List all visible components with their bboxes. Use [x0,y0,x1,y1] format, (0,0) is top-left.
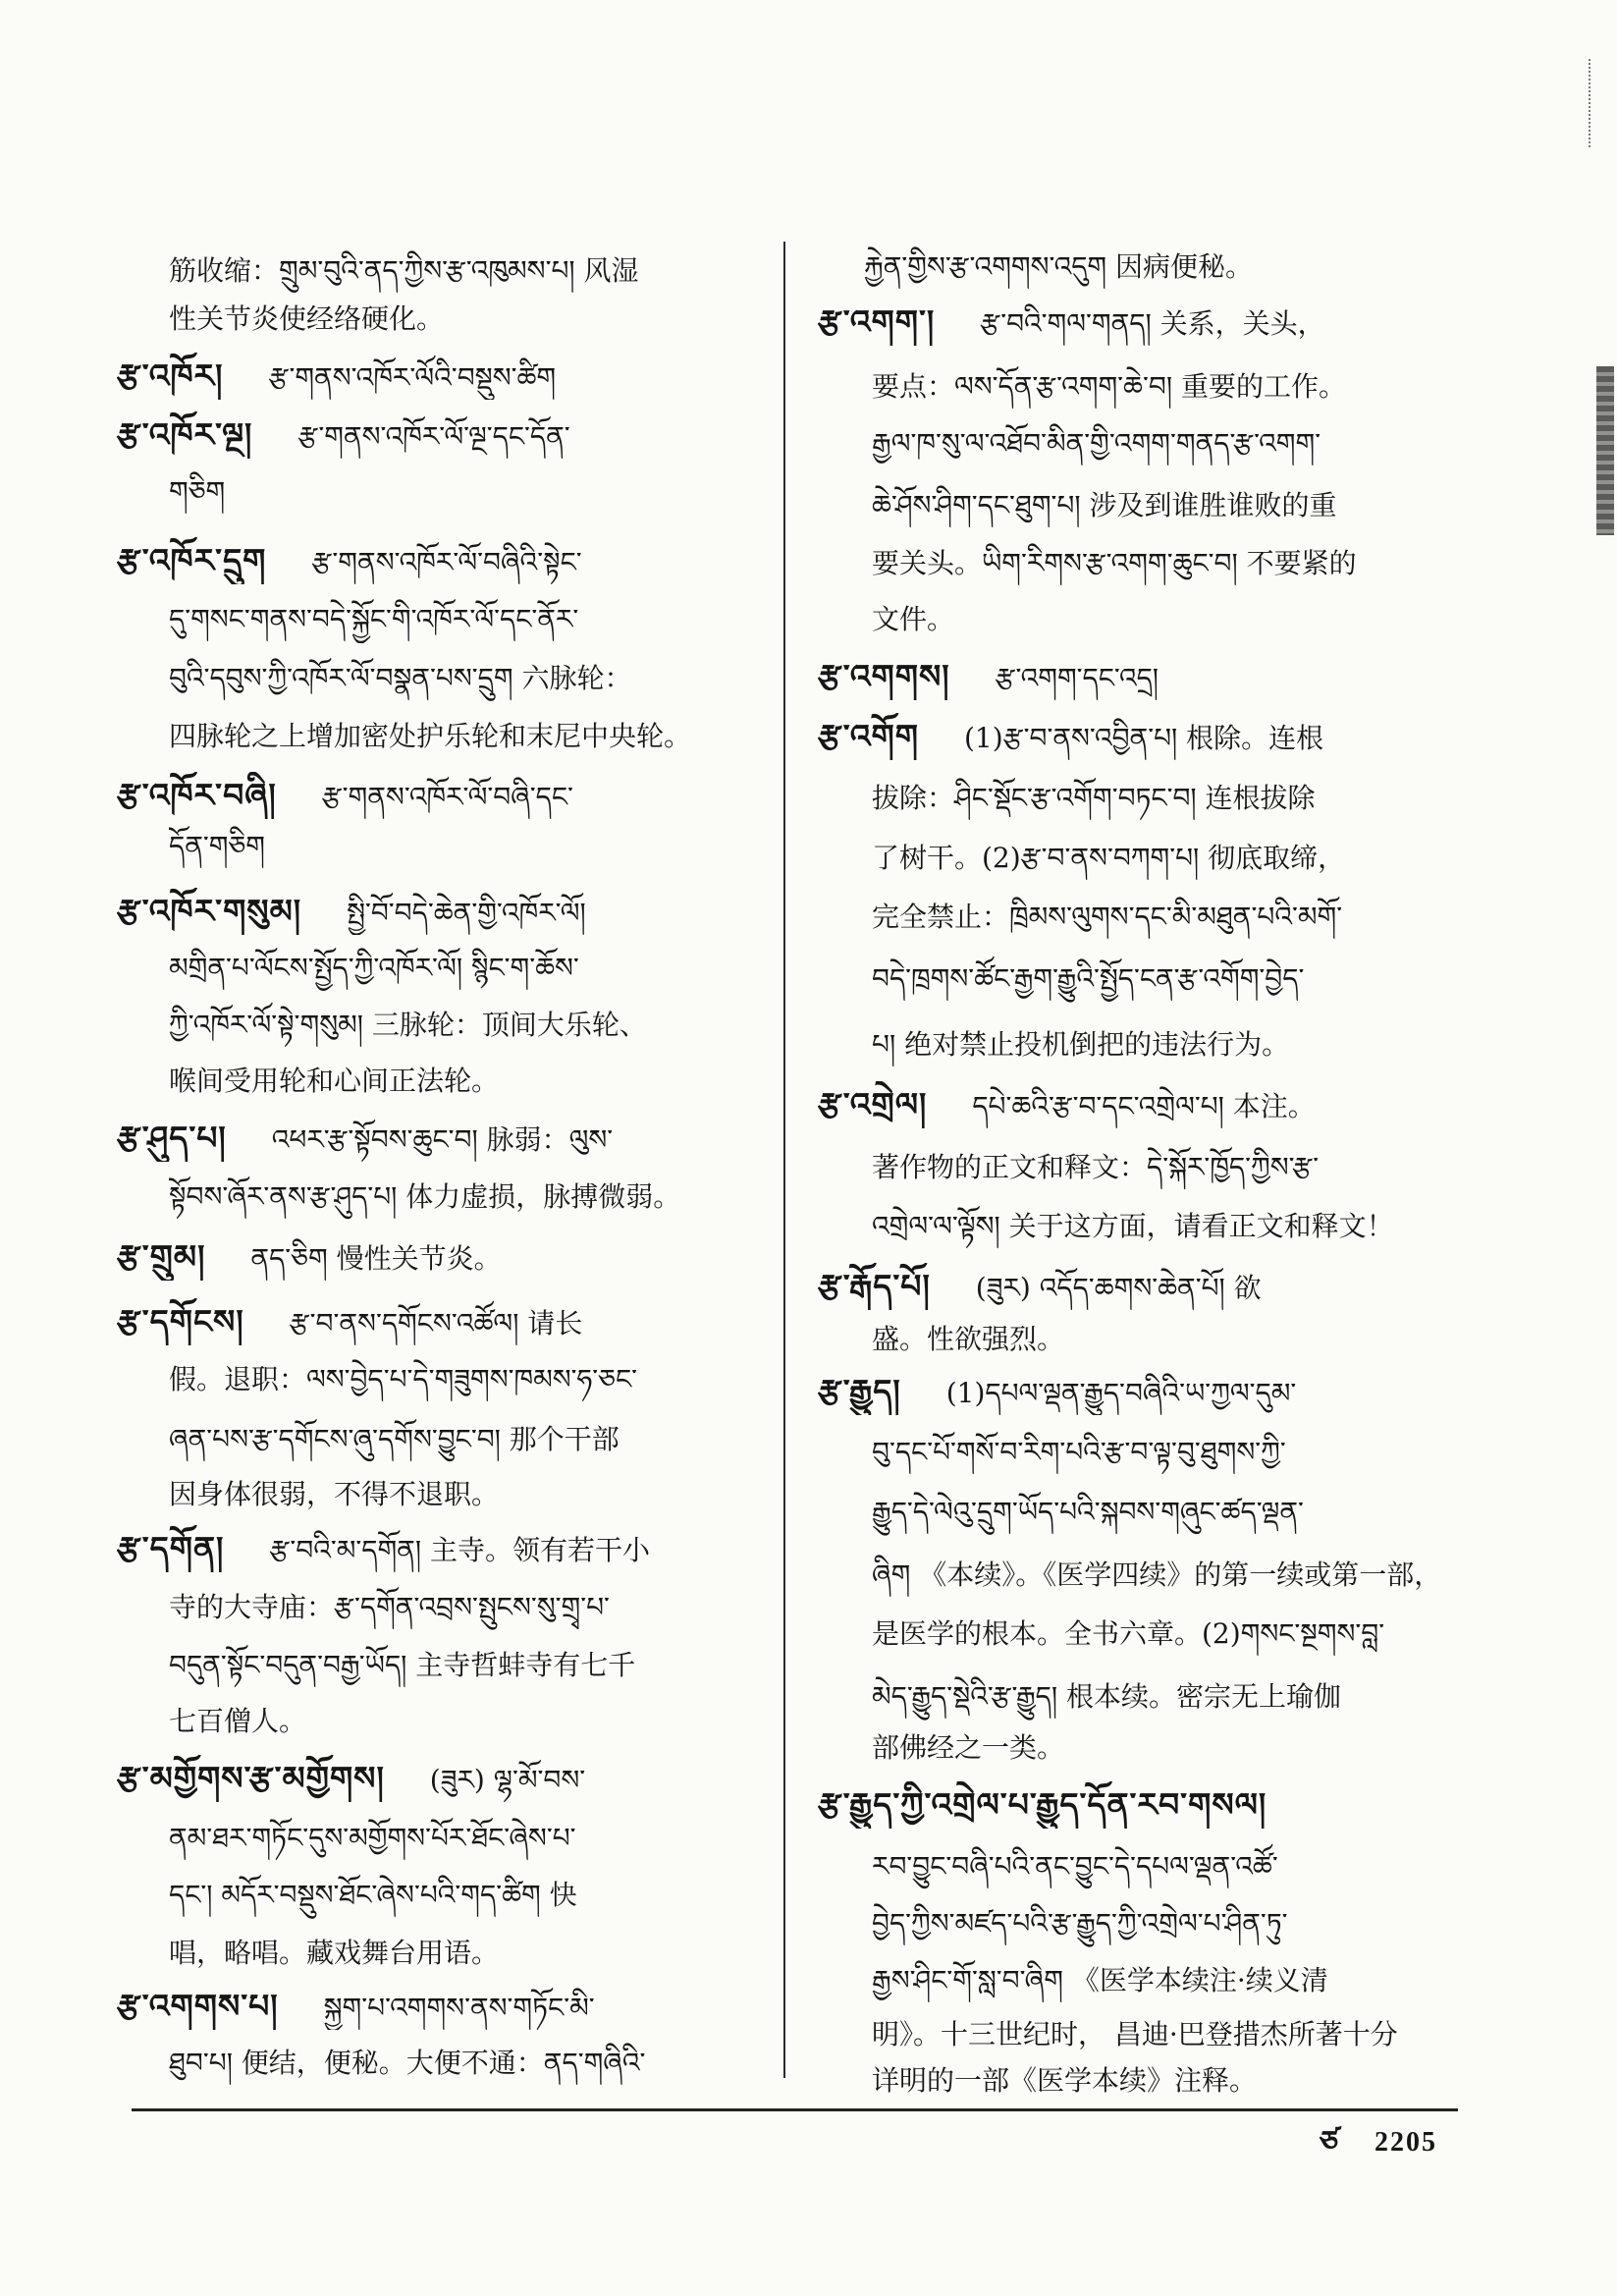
entry-line: 拔除：ཤིང་སྡོང་རྩ་འགོག་བཏང་བ། 连根拔除 [872,782,1316,814]
entry-line: བུའི་དབུས་ཀྱི་འཁོར་ལོ་བསྣན་པས་དྲུག 六脉轮： [169,662,632,694]
entry-line: 明》。十三世纪时， 昌迪·巴登措杰所著十分 [872,2018,1398,2050]
entry-headword-line [818,1368,1459,1415]
entry-line: བདེ་ཁྲགས་ཚོང་རྒྱག་རྒྱུའི་སྤྱོད་ངན་རྩ་འགོག་བྱེད་ [872,962,1305,995]
entry-line: 详明的一部《医学本续》注释。 [872,2064,1258,2097]
entry-line: རྒྱུད་དེ་ལེའུ་དྲུག་ཡོད་པའི་སྐབས་གཞུང་ཚད་ལྡན་ [872,1496,1304,1528]
entry-line: 性关节炎使经络硬化。 [169,302,445,335]
definition: རྩ་གནས་འཁོར་ལོ་བཞི་དང་ [321,781,573,813]
entry-line: 是医学的根本。全书六章。(2)གསང་སྔགས་བླ་ [872,1617,1385,1650]
definition: རྩ་གནས་འཁོར་ལོའི་བསྡུས་ཚིག [268,361,557,394]
entry-headword-line [117,1525,760,1572]
entry-line: 四脉轮之上增加密处护乐轮和末尼中央轮。 [169,720,692,752]
entry-line: ཐུབ་པ། 便结，便秘。大便不通：ནད་གཞིའི་ [169,2047,646,2079]
page-number: 2205 [1374,2127,1437,2158]
entry-headword-line [818,713,1459,760]
headword: རྩ་འཁོར་ལྔ། [117,415,253,454]
scan-edge-ticks [1589,59,1594,147]
entry-line: 寺的大寺庙：རྩ་དགོན་འབྲས་སྤུངས་སུ་གྲྭ་པ་ [169,1591,610,1623]
headword: རྩ་དགོངས། [117,1302,244,1340]
headword: རྩ་འགོག [818,717,919,755]
entry-line: རྒྱལ་ཁ་སུ་ལ་འཐོབ་མིན་གྱི་འགག་གནད་རྩ་འགག་ [872,427,1321,460]
headword: རྩ་འཁོར་དྲུག [117,541,267,579]
headword: རྩ་རྒྱུད་ཀྱི་འགྲེལ་པ་རྒྱུད་དོན་རབ་གསལ། [818,1785,1267,1824]
headword: རྩ་ཤུད་པ། [117,1119,227,1157]
entry-line: 要点：ལས་དོན་རྩ་འགག་ཆེ་བ། 重要的工作。 [872,370,1346,403]
definition: (1)རྩ་བ་ནས་འབྱིན་པ། 根除。连根 [963,722,1324,754]
headword: རྩ་མགྱོགས་རྩ་མགྱོགས། [117,1759,385,1797]
entry-line: དོན་གཅིག [169,830,266,862]
entry-line: 因身体很弱，不得不退职。 [169,1478,500,1510]
definition: ནད་ཅིག 慢性关节炎。 [250,1242,502,1275]
definition: རྩ་གནས་འཁོར་ལོ་བཞིའི་སྟེང་ [311,546,582,578]
entry-line: བུ་དང་པོ་གསོ་བ་རིག་པའི་རྩ་བ་ལྟ་བུ་ཐུགས་ཀྱི་ [872,1436,1286,1468]
headword: རྩ་འཁོར་བཞི། [117,776,277,814]
entry-line: རྒྱས་ཤིང་གོ་སླ་བ་ཞིག 《医学本续注·续义清 [872,1964,1328,1996]
entry-line: 喉间受用轮和心间正法轮。 [169,1065,500,1097]
entry-line: དང་། མདོར་བསྡུས་ཐོང་ཞེས་པའི་གད་ཚིག 快 [169,1879,577,1911]
entry-line: མེད་རྒྱུད་སྡེའི་རྩ་རྒྱུད། 根本续。密宗无上瑜伽 [872,1680,1342,1713]
definition: སྐྱག་པ་འགགས་ནས་གཏོང་མི་ [323,1992,595,2024]
entry-headword-line [117,1755,760,1802]
headword: རྩ་འགག་། [818,302,936,341]
column-divider [783,242,785,2078]
entry-line: 了树干。(2)རྩ་བ་ནས་བཀག་པ། 彻底取缔， [872,842,1346,874]
entry-headword-line [117,537,760,584]
entry-line: 要关头。ཡིག་རིགས་རྩ་འགག་ཆུང་བ། 不要紧的 [872,547,1357,579]
entry-line: ཆེ་ཤོས་ཤིག་དང་ཐུག་པ། 涉及到谁胜谁败的重 [872,489,1337,521]
headword: རྩ་འགྲེལ། [818,1085,928,1123]
entry-line: ཞན་པས་རྩ་དགོངས་ཞུ་དགོས་བྱུང་བ། 那个干部 [169,1423,620,1455]
entry-line: ནམ་ཐར་གཏོང་དུས་མགྱོགས་པོར་ཐོང་ཞེས་པ་ [169,1822,576,1854]
entry-line: སྟོབས་ཞོར་ནས་རྩ་ཤུད་པ། 体力虚损，脉搏微弱。 [169,1180,681,1213]
headword: རྩ་རྒྱུད། [818,1372,901,1410]
definition: སྤྱི་བོ་བདེ་ཆེན་གྱི་འཁོར་ལོ། [347,897,586,929]
entry-line: 部佛经之一类。 [872,1731,1065,1764]
entry-line: 盛。性欲强烈。 [872,1323,1065,1355]
entry-line: པ། 绝对禁止投机倒把的违法行为。 [872,1028,1290,1061]
entry-line: 筋收缩：གྲུམ་བུའི་ནད་ཀྱིས་རྩ་འཁུམས་པ། 风湿 [169,254,639,287]
entry-line: གཅིག [169,475,226,508]
entry-line: 七百僧人。 [169,1705,307,1737]
headword: རྩ་འཁོར། [117,356,224,395]
entry-headword-line [818,1263,1459,1310]
definition: (ཟུར) ལྷ་མོ་བས་ [429,1764,586,1796]
entry-line: 唱，略唱。藏戏舞台用语。 [169,1937,500,1969]
entry-line: རབ་བྱུང་བཞི་པའི་ནང་བྱུང་དེ་དཔལ་ལྡན་འཚོ་ [872,1850,1278,1883]
definition: རྩ་བའི་མ་དགོན། 主寺。领有若干小 [269,1534,650,1566]
headword: རྩ་གྲུམ། [117,1237,206,1276]
entry-headword-line [117,1298,760,1345]
definition: རྩ་བའི་གལ་གནད། 关系，关头， [980,307,1325,340]
definition: རྩ་བ་ནས་དགོངས་འཚོལ། 请长 [289,1307,583,1339]
entry-headword-line [117,1233,760,1281]
entry-line: མགྲིན་པ་ལོངས་སྤྱོད་ཀྱི་འཁོར་ལོ། སྙིང་ག་ཆོས་ [169,952,579,984]
entry-line: ཀྱི་འཁོར་ལོ་སྟེ་གསུམ། 三脉轮：顶间大乐轮、 [169,1009,647,1041]
definition: འཕར་རྩ་སྟོབས་ཆུང་བ། 脉弱：ལུས་ [271,1123,614,1156]
entry-headword-line [117,411,760,459]
entry-line: 文件。 [872,603,955,635]
entry-line: 著作物的正文和释文：དེ་སྐོར་ཁྱོད་ཀྱིས་རྩ་ [872,1151,1320,1183]
definition: (ཟུར) འདོད་ཆགས་ཆེན་པོ། 欲 [975,1272,1262,1304]
section-letter: ཙ [1320,2125,1339,2159]
definition: རྩ་འགག་དང་འདྲ། [995,662,1159,694]
entry-line: འགྲེལ་ལ་ལྟོས། 关于这方面，请看正文和释文！ [872,1210,1394,1242]
footer-rule [132,2108,1458,2111]
definition: (1)དཔལ་ལྡན་རྒྱུད་བཞིའི་ཡ་ཀྱལ་དུམ་ [945,1377,1297,1409]
headword: རྩ་འཁོར་གསུམ། [117,892,302,930]
entry-headword-line [117,353,760,400]
entry-headword-line [818,653,1459,700]
entry-headword-line [818,1081,1459,1128]
headword: རྩ་རྒོད་པོ། [818,1267,931,1305]
headword: རྩ་འགགས་པ། [117,1987,279,2025]
entry-headword-line [117,888,760,935]
headword: རྩ་དགོན། [117,1529,225,1567]
entry-headword-line [818,299,1459,346]
entry-line: ཞིག 《本续》。《医学四续》的第一续或第一部， [872,1558,1442,1591]
entry-line: བདུན་སྟོང་བདུན་བརྒྱ་ཡོད། 主寺哲蚌寺有七千 [169,1649,636,1681]
entry-headword-line [117,1115,760,1162]
entry-headword-line [117,1983,760,2030]
entry-line: 假。退职：ལས་བྱེད་པ་དེ་གཟུགས་ཁམས་ཧ་ཅང་ [169,1363,637,1395]
entry-line: དུ་གསང་གནས་བདེ་སྐྱོང་གི་འཁོར་ལོ་དང་ནོར་ [169,603,579,635]
headword: རྩ་འགགས། [818,657,950,695]
entry-line: རྐྱེན་གྱིས་རྩ་འགགས་འདུག 因病便秘。 [864,250,1254,283]
entry-headword-line [117,772,760,819]
entry-line: བྱེད་ཀྱིས་མཛད་པའི་རྩ་རྒྱུད་ཀྱི་འགྲེལ་པ་ཤིན་ཏུ་ [872,1907,1288,1940]
entry-line: 完全禁止：ཁྲིམས་ལུགས་དང་མི་མཐུན་པའི་མགོ་ [872,901,1343,933]
definition: དཔེ་ཆའི་རྩ་བ་དང་འགྲེལ་པ། 本注。 [972,1090,1316,1122]
definition: རྩ་གནས་འཁོར་ལོ་ལྔ་དང་དོན་ [297,420,570,453]
entry-headword-line [818,1781,1459,1829]
scan-edge-mark [1596,366,1614,535]
